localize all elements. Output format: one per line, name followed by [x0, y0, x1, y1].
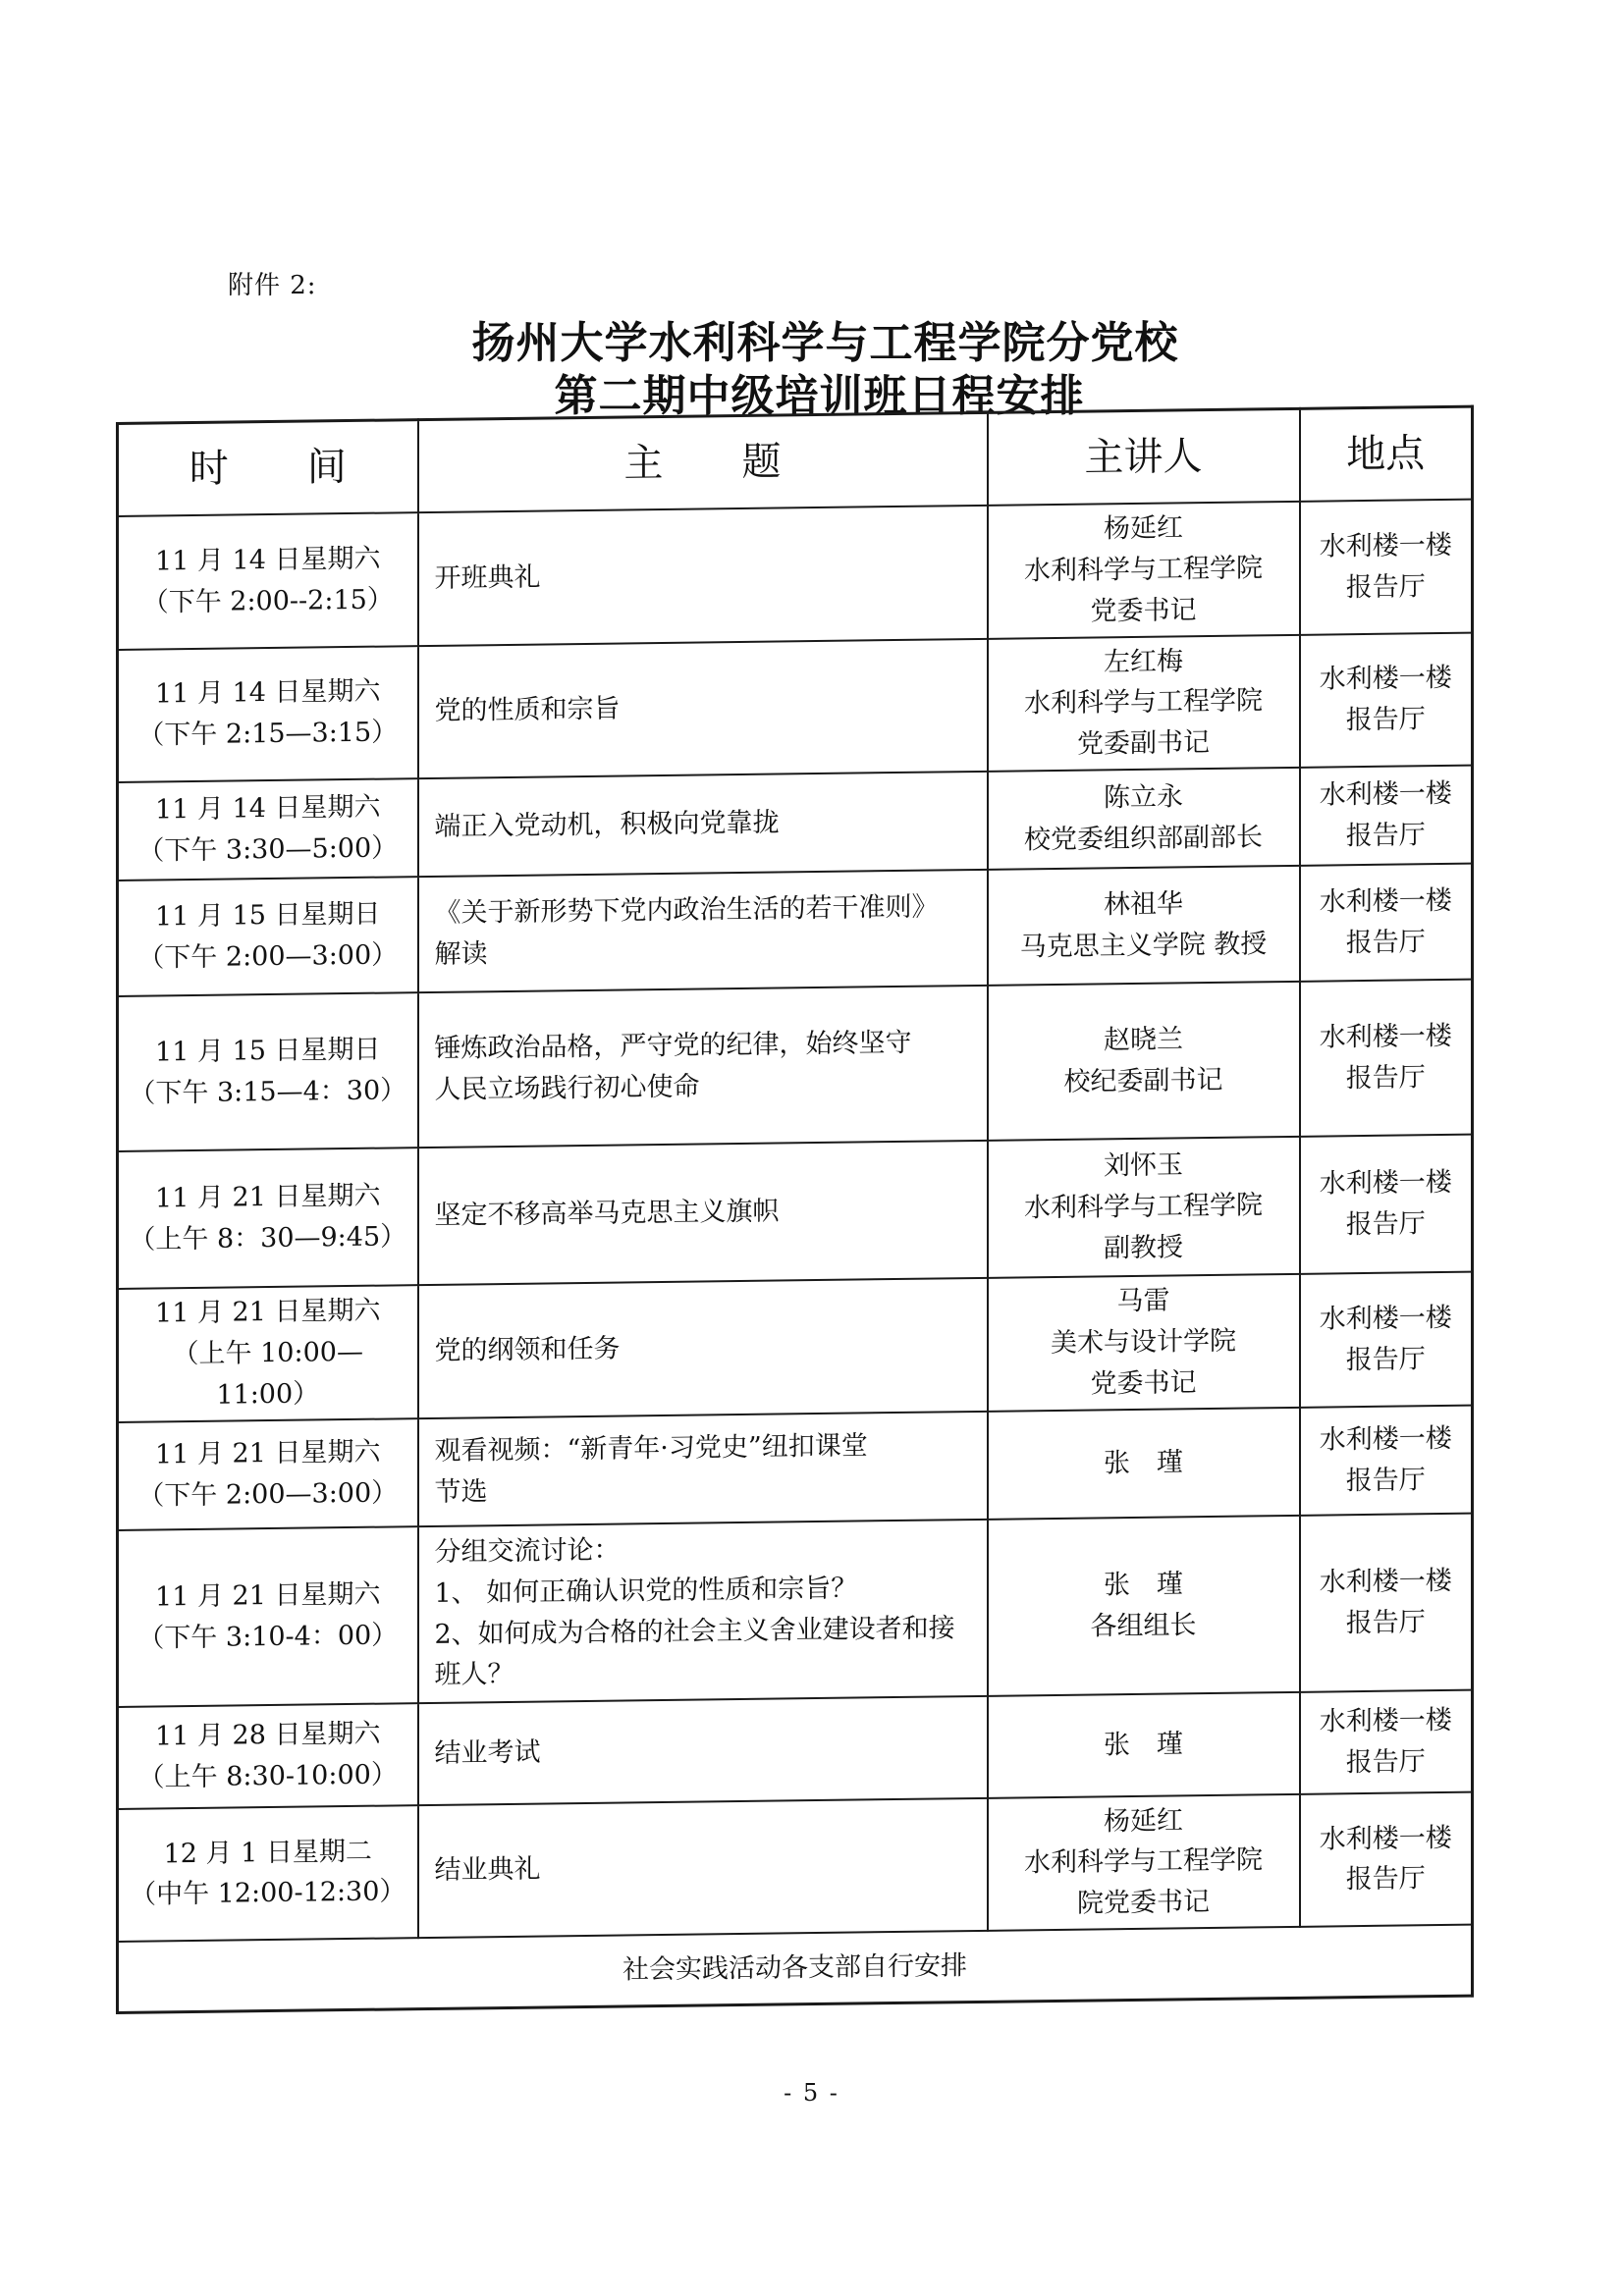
time-line: 11 月 21 日星期六 — [155, 1436, 381, 1470]
speaker-line: 水利科学与工程学院 — [1024, 1844, 1263, 1879]
speaker-line: 陈立永 — [1104, 781, 1183, 814]
place-line: 水利楼一楼 — [1319, 885, 1452, 918]
table-header-row — [118, 406, 1473, 516]
place-line: 报告厅 — [1345, 1464, 1426, 1496]
speaker-line: 张 瑾 — [1104, 1569, 1183, 1601]
time-line: （下午 2:00—3:00） — [137, 1476, 399, 1512]
place-line: 报告厅 — [1345, 704, 1426, 736]
speaker-line: 院党委书记 — [1077, 1887, 1210, 1919]
cell-place — [1300, 1272, 1473, 1408]
speaker-line: 刘怀玉 — [1104, 1149, 1183, 1182]
place-line: 水利楼一楼 — [1319, 1167, 1452, 1200]
cell-place — [1300, 500, 1473, 635]
place-line: 报告厅 — [1345, 1863, 1426, 1896]
speaker-line: 党委书记 — [1090, 594, 1197, 627]
cell-topic — [418, 772, 988, 877]
speaker-line: 左红梅 — [1104, 645, 1183, 677]
speaker-line: 美术与设计学院 — [1051, 1325, 1236, 1359]
cell-place — [1300, 980, 1473, 1137]
cell-place — [1300, 632, 1473, 768]
time-line: （中午 12:00-12:30） — [130, 1876, 406, 1911]
cell-speaker — [988, 1793, 1300, 1931]
time-line: （下午 3:15—4：30） — [129, 1075, 407, 1109]
cell-place — [1300, 1689, 1473, 1793]
place-line: 报告厅 — [1345, 571, 1426, 604]
cell-speaker — [988, 768, 1300, 870]
table-row — [118, 1405, 1473, 1529]
speaker-line: 张 瑾 — [1104, 1729, 1183, 1761]
topic-line: 班人？ — [434, 1659, 514, 1691]
place-line: 水利楼一楼 — [1319, 1422, 1452, 1456]
cell-place — [1300, 864, 1473, 982]
cell-time — [118, 992, 418, 1151]
topic-line: 分组交流讨论： — [434, 1534, 621, 1568]
header-speaker: 主讲人 — [988, 408, 1300, 505]
table-row — [118, 632, 1473, 782]
header-place: 地点 — [1300, 406, 1473, 502]
time-line: （上午 8:30-10:00） — [137, 1758, 398, 1793]
table-row — [118, 766, 1473, 881]
cell-speaker — [988, 1137, 1300, 1278]
place-line: 报告厅 — [1345, 1208, 1426, 1241]
cell-place — [1300, 1513, 1473, 1691]
table-row — [118, 500, 1473, 650]
topic-line: 结业典礼 — [434, 1854, 541, 1887]
speaker-line: 马雷 — [1116, 1285, 1170, 1317]
time-line: （上午 10:00—11:00） — [172, 1336, 363, 1411]
cell-place — [1300, 766, 1473, 866]
cell-time — [118, 646, 418, 782]
topic-line: 解读 — [434, 938, 488, 970]
page-number: - 5 - — [784, 2079, 839, 2107]
cell-speaker — [988, 1691, 1300, 1797]
footer-note: 社会实践活动各支部自行安排 — [118, 1925, 1473, 2013]
place-line: 报告厅 — [1345, 1344, 1426, 1376]
time-line: 11 月 21 日星期六 — [155, 1295, 381, 1329]
topic-line: 观看视频：“新青年·习党史”纽扣课堂 — [434, 1430, 868, 1467]
topic-line: 节选 — [434, 1475, 488, 1508]
cell-topic — [418, 1797, 988, 1938]
cell-speaker — [988, 1274, 1300, 1412]
cell-speaker — [988, 1407, 1300, 1519]
speaker-line: 党委书记 — [1090, 1366, 1197, 1400]
speaker-line: 副教授 — [1104, 1232, 1183, 1264]
table-row — [118, 1272, 1473, 1422]
schedule-table — [116, 405, 1474, 2015]
time-line: 12 月 1 日星期二 — [163, 1836, 372, 1869]
speaker-line: 水利科学与工程学院 — [1024, 553, 1263, 587]
time-line: （下午 3:30—5:00） — [137, 832, 399, 867]
cell-topic — [418, 1519, 988, 1702]
topic-line: 党的纲领和任务 — [434, 1333, 621, 1366]
place-line: 水利楼一楼 — [1319, 529, 1452, 562]
time-line: （上午 8：30—9:45） — [129, 1221, 407, 1255]
table-row — [118, 864, 1473, 996]
schedule-sheet — [116, 405, 1471, 2014]
time-line: 11 月 21 日星期六 — [155, 1578, 381, 1613]
topic-line: 《关于新形势下党内政治生活的若干准则》 — [434, 891, 939, 930]
cell-speaker — [988, 1515, 1300, 1695]
topic-line: 锤炼政治品格，严守党的纪律，始终坚守 — [434, 1028, 912, 1065]
time-line: 11 月 15 日星期日 — [155, 898, 381, 933]
table-row — [118, 1135, 1473, 1289]
time-line: （下午 2:00--2:15） — [141, 584, 394, 618]
speaker-line: 校党委组织部副部长 — [1024, 822, 1263, 856]
place-line: 水利楼一楼 — [1319, 1302, 1452, 1335]
topic-line: 开班典礼 — [434, 561, 541, 594]
place-line: 水利楼一楼 — [1319, 1704, 1452, 1737]
topic-line: 人民立场践行初心使命 — [434, 1071, 700, 1105]
speaker-line: 水利科学与工程学院 — [1024, 1190, 1263, 1224]
place-line: 报告厅 — [1345, 820, 1426, 852]
topic-line: 党的性质和宗旨 — [434, 693, 621, 727]
table-row — [118, 980, 1473, 1151]
topic-line: 1、 如何正确认识党的性质和宗旨？ — [434, 1573, 858, 1609]
cell-topic — [418, 1411, 988, 1525]
cell-time — [118, 1285, 418, 1421]
place-line: 报告厅 — [1345, 1062, 1426, 1095]
document-title-line-2: 第二期中级培训班日程安排 — [554, 371, 1085, 421]
cell-time — [118, 1418, 418, 1530]
time-line: 11 月 14 日星期六 — [155, 791, 381, 826]
cell-speaker — [988, 502, 1300, 639]
time-line: （下午 2:15—3:15） — [137, 717, 399, 752]
time-line: 11 月 28 日星期六 — [155, 1718, 381, 1752]
cell-place — [1300, 1405, 1473, 1515]
cell-topic — [418, 1141, 988, 1285]
cell-time — [118, 778, 418, 881]
speaker-line: 杨延红 — [1104, 512, 1183, 545]
place-line: 水利楼一楼 — [1319, 663, 1452, 696]
speaker-line: 水利科学与工程学院 — [1024, 685, 1263, 720]
time-line: 11 月 14 日星期六 — [155, 676, 381, 710]
cell-speaker — [988, 866, 1300, 986]
table-row — [118, 1791, 1473, 1942]
topic-line: 坚定不移高举马克思主义旗帜 — [434, 1196, 780, 1232]
time-line: （下午 2:00—3:00） — [137, 939, 399, 974]
cell-topic — [418, 1278, 988, 1418]
place-line: 报告厅 — [1345, 927, 1426, 959]
cell-time — [118, 1526, 418, 1707]
cell-topic — [418, 870, 988, 992]
table-row — [118, 1513, 1473, 1706]
speaker-line: 马克思主义学院 教授 — [1019, 929, 1268, 963]
place-line: 水利楼一楼 — [1319, 1822, 1452, 1855]
speaker-line: 校纪委副书记 — [1063, 1064, 1223, 1097]
place-line: 报告厅 — [1345, 1606, 1426, 1638]
cell-time — [118, 1805, 418, 1942]
cell-topic — [418, 638, 988, 778]
cell-time — [118, 1703, 418, 1809]
cell-place — [1300, 1791, 1473, 1927]
attachment-label: 附件 2: — [228, 271, 317, 300]
time-line: 11 月 21 日星期六 — [155, 1180, 381, 1214]
place-line: 水利楼一楼 — [1319, 778, 1452, 811]
place-line: 水利楼一楼 — [1319, 1021, 1452, 1053]
cell-speaker — [988, 982, 1300, 1141]
topic-line: 结业考试 — [434, 1736, 541, 1769]
cell-place — [1300, 1135, 1473, 1274]
speaker-line: 赵晓兰 — [1104, 1024, 1183, 1056]
speaker-line: 杨延红 — [1104, 1804, 1183, 1837]
speaker-line: 各组组长 — [1090, 1609, 1197, 1642]
header-time: 时 间 — [118, 420, 418, 516]
speaker-line: 林祖华 — [1104, 888, 1183, 921]
topic-line: 端正入党动机，积极向党靠拢 — [434, 807, 780, 843]
cell-time — [118, 877, 418, 996]
cell-time — [118, 512, 418, 649]
place-line: 报告厅 — [1345, 1745, 1426, 1778]
cell-topic — [418, 506, 988, 646]
speaker-line: 张 瑾 — [1104, 1447, 1183, 1479]
speaker-line: 党委副书记 — [1077, 727, 1210, 760]
time-line: （下午 3:10-4：00） — [137, 1619, 399, 1654]
place-line: 水利楼一楼 — [1319, 1565, 1452, 1598]
header-topic: 主 题 — [418, 412, 988, 512]
time-line: 11 月 15 日星期日 — [155, 1034, 381, 1068]
topic-line: 2、如何成为合格的社会主义舍业建设者和接 — [434, 1612, 955, 1650]
cell-speaker — [988, 634, 1300, 772]
cell-topic — [418, 986, 988, 1148]
time-line: 11 月 14 日星期六 — [155, 543, 381, 577]
cell-topic — [418, 1695, 988, 1804]
document-title-line-1: 扬州大学水利科学与工程学院分党校 — [471, 318, 1179, 368]
schedule-body — [118, 500, 1473, 1942]
table-row — [118, 1689, 1473, 1808]
cell-time — [118, 1148, 418, 1289]
